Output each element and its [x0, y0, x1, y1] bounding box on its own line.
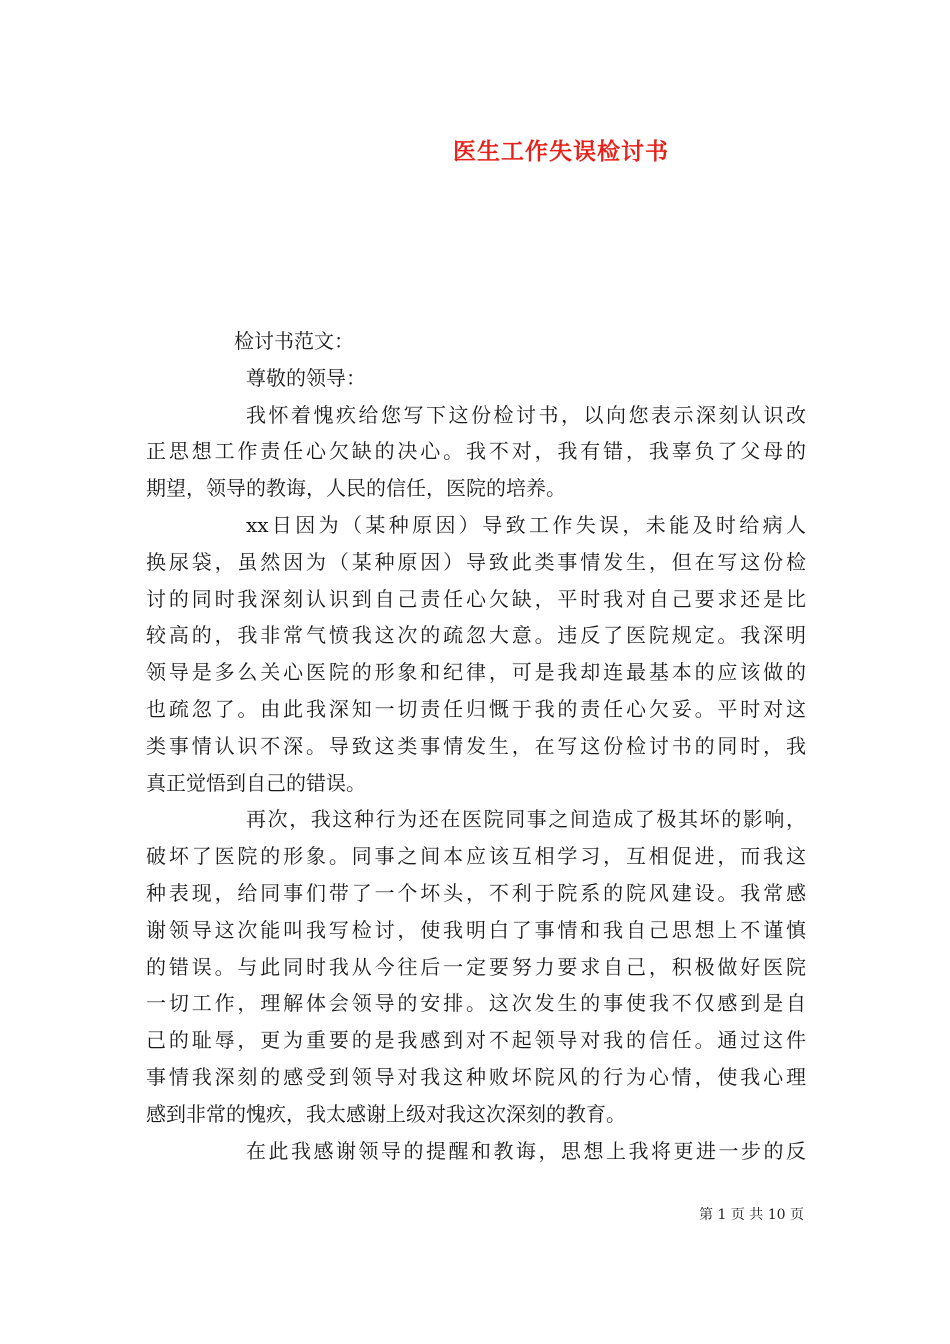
paragraph-line: 破坏了医院的形象。同事之间本应该互相学习，互相促进，而我这	[146, 844, 806, 869]
paragraph-line: 事情我深刻的感受到领导对我这种败坏院风的行为心情，使我心理	[146, 1064, 806, 1089]
paragraph-line: 谢领导这次能叫我写检讨，使我明白了事情和我自己思想上不谨慎	[146, 917, 806, 942]
paragraph-line: 也疏忽了。由此我深知一切责任归慨于我的责任心欠妥。平时对这	[146, 696, 806, 721]
paragraph-line: 讨的同时我深刻认识到自己责任心欠缺，平时我对自己要求还是比	[146, 586, 806, 611]
paragraph-line: 领导是多么关心医院的形象和纪律，可是我却连最基本的应该做的	[146, 660, 806, 685]
document-title: 医生工作失误检讨书	[453, 138, 669, 165]
paragraph-line: 我怀着愧疚给您写下这份检讨书，以向您表示深刻认识改	[246, 402, 806, 427]
paragraph-line: 的错误。与此同时我从今往后一定要努力要求自己，积极做好医院	[146, 954, 806, 979]
page-number: 第 1 页 共 10 页	[699, 1207, 804, 1223]
paragraph-line: 在此我感谢领导的提醒和教诲，思想上我将更进一步的反	[246, 1138, 806, 1163]
paragraph-line: 换尿袋，虽然因为（某种原因）导致此类事情发生，但在写这份检	[146, 549, 806, 574]
document-label: 检讨书范文：	[234, 329, 354, 353]
paragraph-line: 期望，领导的教诲，人民的信任，医院的培养。	[146, 476, 566, 501]
paragraph-line: 较高的，我非常气愤我这次的疏忽大意。违反了医院规定。我深明	[146, 623, 806, 648]
paragraph-line: 真正觉悟到自己的错误。	[146, 770, 366, 795]
salutation: 尊敬的领导：	[246, 365, 366, 390]
paragraph-line: 正思想工作责任心欠缺的决心。我不对，我有错，我辜负了父母的	[146, 439, 806, 464]
paragraph-line: 己的耻辱，更为重要的是我感到对不起领导对我的信任。通过这件	[146, 1028, 806, 1053]
paragraph-line: 种表现，给同事们带了一个坏头，不利于院系的院风建设。我常感	[146, 880, 806, 905]
paragraph-line: 再次，我这种行为还在医院同事之间造成了极其坏的影响，	[246, 807, 806, 832]
paragraph-line: 类事情认识不深。导致这类事情发生，在写这份检讨书的同时，我	[146, 733, 806, 758]
paragraph-line: xx日因为（某种原因）导致工作失误，未能及时给病人	[246, 512, 806, 537]
document-body	[146, 323, 806, 1169]
paragraph-line: 一切工作，理解体会领导的安排。这次发生的事使我不仅感到是自	[146, 991, 806, 1016]
paragraph-line: 感到非常的愧疚，我太感谢上级对我这次深刻的教育。	[146, 1101, 626, 1126]
